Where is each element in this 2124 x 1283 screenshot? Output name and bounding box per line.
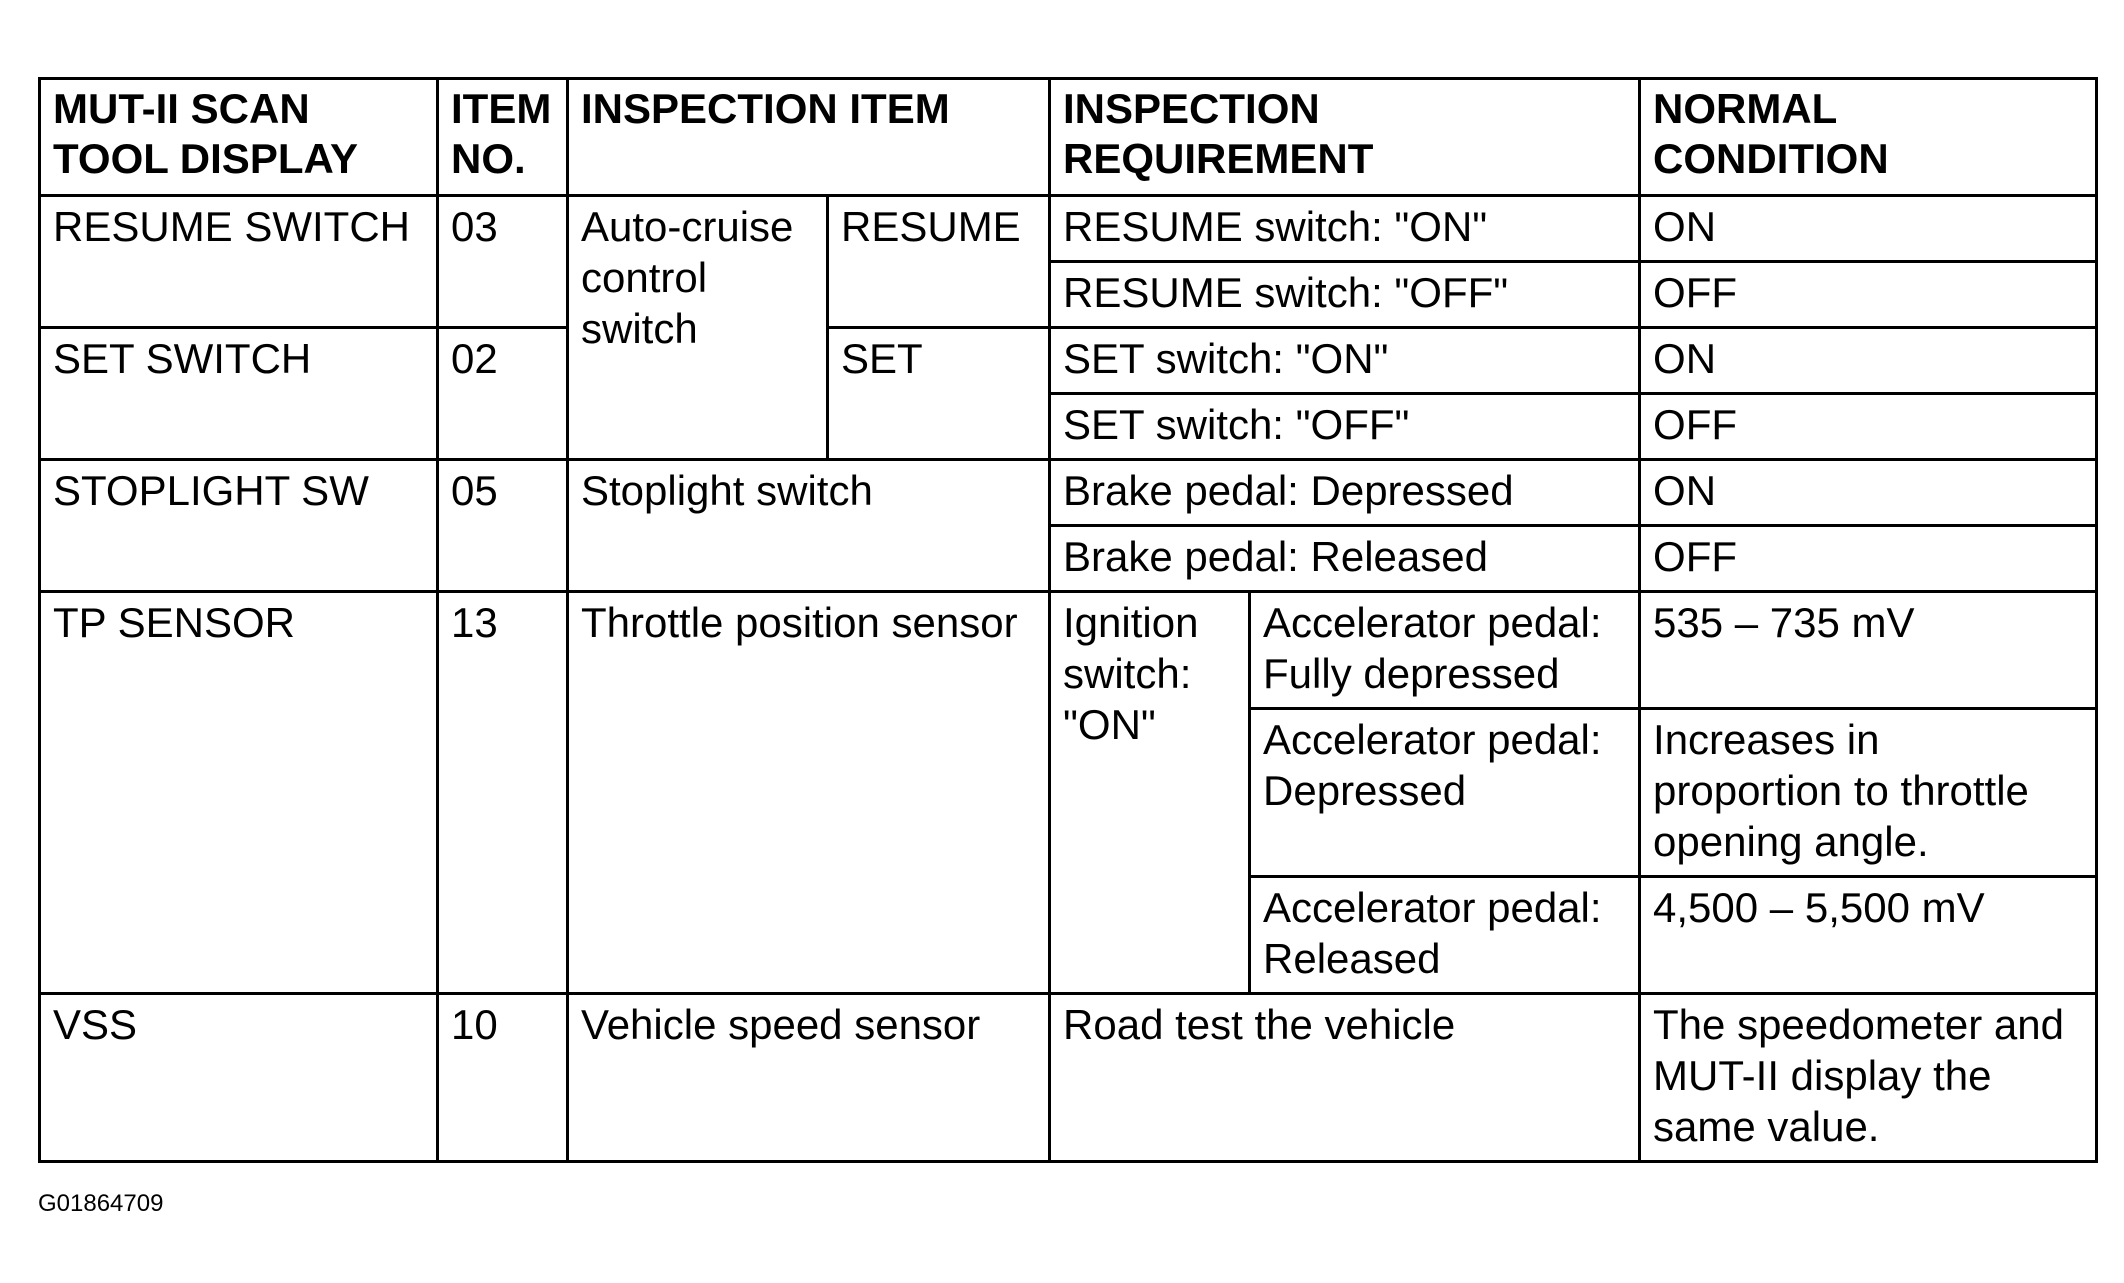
cell-item-no-set: 02 — [438, 328, 568, 460]
cell-requirement-stoplight-depressed: Brake pedal: Depressed — [1050, 460, 1640, 526]
header-scan-tool-display — [40, 79, 438, 196]
header-item-no-line: ITEM — [451, 85, 552, 132]
cell-condition-resume-off: OFF — [1640, 262, 2097, 328]
cell-item-set: SET — [828, 328, 1050, 460]
cell-display-vss: VSS — [40, 994, 438, 1162]
ignition-line: "ON" — [1063, 701, 1156, 748]
header-normal-condition-line: CONDITION — [1653, 135, 1889, 182]
table-row-stoplight-depressed — [40, 460, 2097, 526]
inspection-table — [38, 77, 2098, 1163]
condition-line: opening angle. — [1653, 818, 1929, 865]
cell-condition-stoplight-depressed: ON — [1640, 460, 2097, 526]
header-item-no — [438, 79, 568, 196]
cell-item-no-tp: 13 — [438, 592, 568, 994]
table-row-vss — [40, 994, 2097, 1162]
cell-requirement-resume-on: RESUME switch: "ON" — [1050, 196, 1640, 262]
header-inspection-item: INSPECTION ITEM — [568, 79, 1050, 196]
cell-requirement-set-off: SET switch: "OFF" — [1050, 394, 1640, 460]
cell-item-tp: Throttle position sensor — [568, 592, 1050, 994]
condition-line: The speedometer and — [1653, 1001, 2064, 1048]
condition-line: MUT-II display the — [1653, 1052, 1992, 1099]
cell-item-no-stoplight: 05 — [438, 460, 568, 592]
header-scan-tool-display-line: TOOL DISPLAY — [53, 135, 358, 182]
table-row-resume-on — [40, 196, 2097, 262]
cell-item-group-autocruise — [568, 196, 828, 460]
figure-id: G01864709 — [38, 1190, 164, 1217]
cell-item-resume: RESUME — [828, 196, 1050, 328]
condition-line: same value. — [1653, 1103, 1880, 1150]
cell-requirement-set-on: SET switch: "ON" — [1050, 328, 1640, 394]
header-normal-condition — [1640, 79, 2097, 196]
ignition-line: Ignition — [1063, 599, 1199, 646]
cell-item-no-vss: 10 — [438, 994, 568, 1162]
condition-line: proportion to throttle — [1653, 767, 2029, 814]
header-normal-condition-line: NORMAL — [1653, 85, 1838, 132]
cell-condition-tp-fully-depressed: 535 – 735 mV — [1640, 592, 2097, 709]
header-item-no-line: NO. — [451, 135, 526, 182]
header-scan-tool-display-line: MUT-II SCAN — [53, 85, 310, 132]
requirement-line: Accelerator pedal: — [1263, 884, 1602, 931]
cell-requirement-tp-released — [1250, 877, 1640, 994]
cell-condition-set-on: ON — [1640, 328, 2097, 394]
item-group-line: control — [581, 254, 708, 301]
cell-condition-set-off: OFF — [1640, 394, 2097, 460]
header-inspection-requirement-line: REQUIREMENT — [1063, 135, 1374, 182]
cell-requirement-stoplight-released: Brake pedal: Released — [1050, 526, 1640, 592]
cell-condition-tp-depressed — [1640, 709, 2097, 877]
requirement-line: Fully depressed — [1263, 650, 1560, 697]
ignition-line: switch: — [1063, 650, 1192, 697]
cell-condition-resume-on: ON — [1640, 196, 2097, 262]
condition-line: Increases in — [1653, 716, 1880, 763]
header-inspection-requirement — [1050, 79, 1640, 196]
header-inspection-requirement-line: INSPECTION — [1063, 85, 1320, 132]
cell-condition-tp-released: 4,500 – 5,500 mV — [1640, 877, 2097, 994]
item-group-line: Auto-cruise — [581, 203, 794, 250]
requirement-line: Released — [1263, 935, 1441, 982]
requirement-line: Accelerator pedal: — [1263, 716, 1602, 763]
requirement-line: Accelerator pedal: — [1263, 599, 1602, 646]
cell-requirement-resume-off: RESUME switch: "OFF" — [1050, 262, 1640, 328]
cell-condition-vss — [1640, 994, 2097, 1162]
table-row-tp-fully-depressed — [40, 592, 2097, 709]
requirement-line: Depressed — [1263, 767, 1467, 814]
cell-item-no-resume: 03 — [438, 196, 568, 328]
cell-requirement-vss: Road test the vehicle — [1050, 994, 1640, 1162]
cell-requirement-tp-fully-depressed — [1250, 592, 1640, 709]
table-row-set-on — [40, 328, 2097, 394]
cell-item-stoplight: Stoplight switch — [568, 460, 1050, 592]
item-group-line: switch — [581, 305, 698, 352]
header-row — [40, 79, 2097, 196]
cell-condition-stoplight-released: OFF — [1640, 526, 2097, 592]
cell-item-vss: Vehicle speed sensor — [568, 994, 1050, 1162]
cell-ignition-switch — [1050, 592, 1250, 994]
cell-display-stoplight: STOPLIGHT SW — [40, 460, 438, 592]
cell-display-tp: TP SENSOR — [40, 592, 438, 994]
cell-requirement-tp-depressed — [1250, 709, 1640, 877]
cell-display-resume: RESUME SWITCH — [40, 196, 438, 328]
cell-display-set: SET SWITCH — [40, 328, 438, 460]
